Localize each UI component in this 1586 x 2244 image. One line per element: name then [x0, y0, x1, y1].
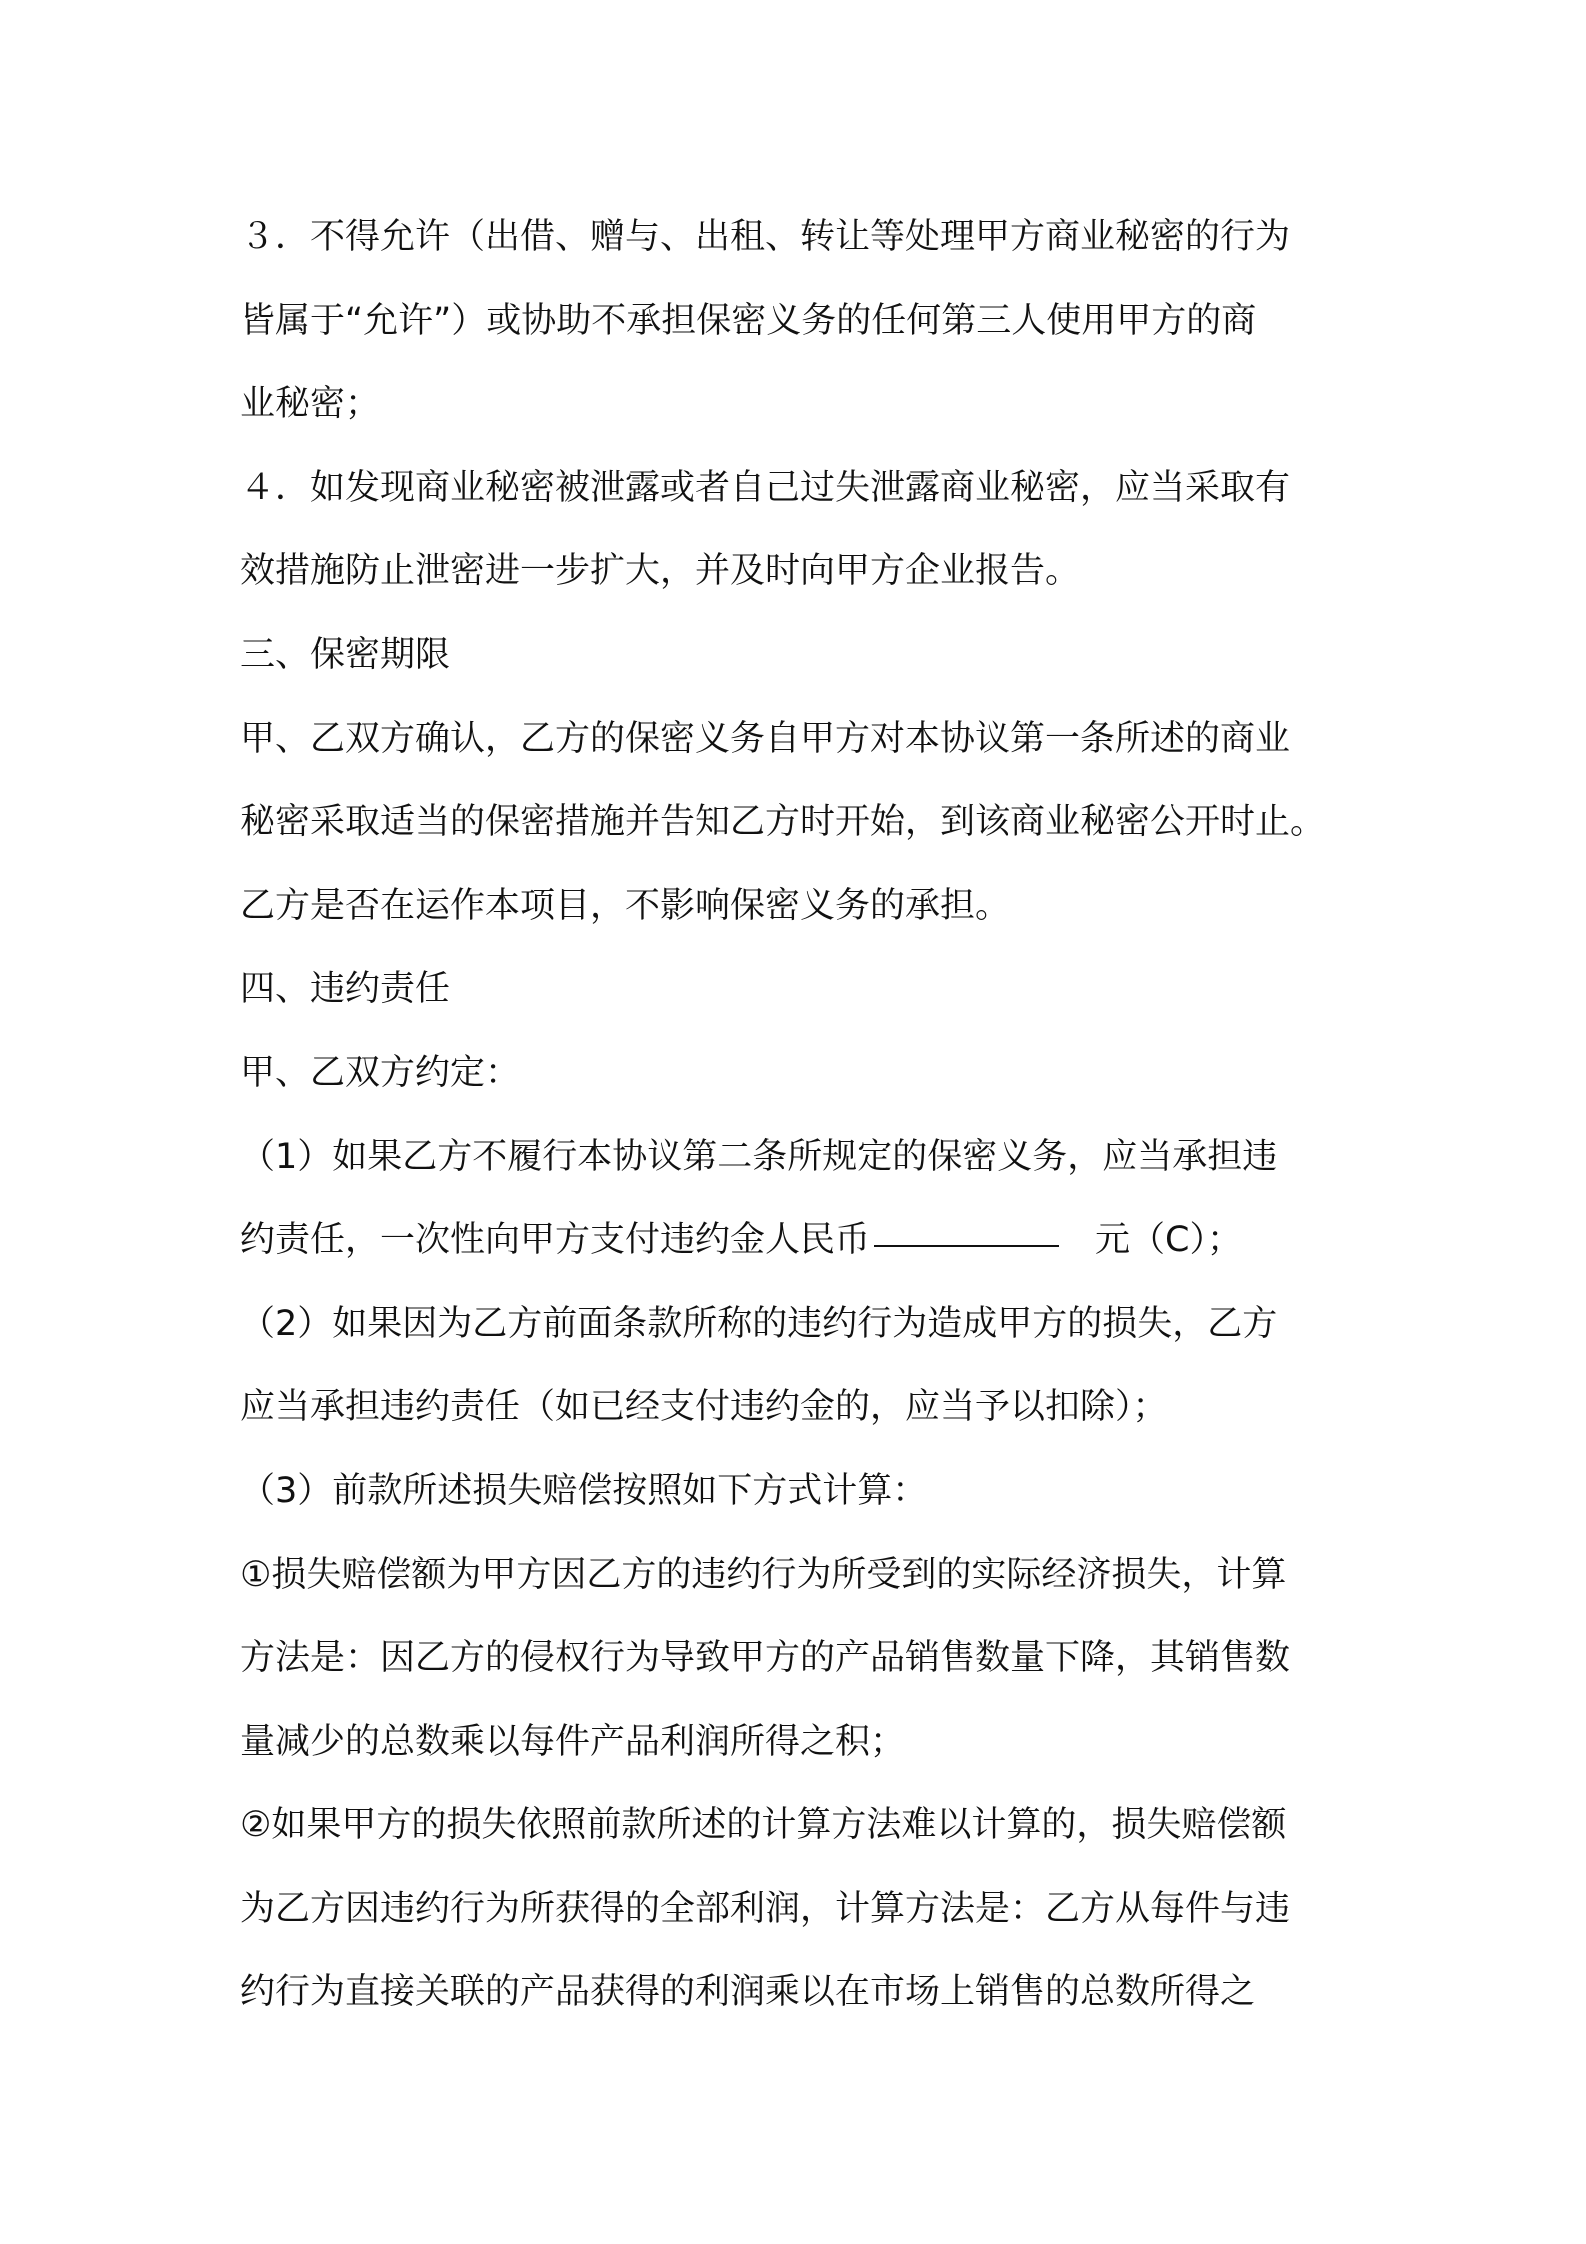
- liability-item-3: （3）前款所述损失赔偿按照如下方式计算：: [240, 1470, 928, 1511]
- clause-3-line-2: 皆属于“允许”）或协助不承担保密义务的任何第三人使用甲方的商: [240, 300, 1257, 341]
- clause-4-line-2: 效措施防止泄密进一步扩大，并及时向甲方企业报告。: [240, 551, 1081, 592]
- period-paragraph-line-1: 甲、乙双方确认，乙方的保密义务自甲方对本协议第一条所述的商业: [240, 718, 1291, 759]
- calc-method-2-line-2: 为乙方因违约行为所获得的全部利润，计算方法是：乙方从每件与违: [240, 1888, 1291, 1929]
- liability-item-1-line-2: [240, 1199, 1375, 1283]
- calc-method-2-line-1: ②如果甲方的损失依照前款所述的计算方法难以计算的，损失赔偿额: [240, 1805, 1287, 1846]
- clause-3-line-1: ３．不得允许（出借、赠与、出租、转让等处理甲方商业秘密的行为: [240, 217, 1291, 257]
- amount-unit: 元（C）；: [1095, 1220, 1242, 1261]
- clause-3-line-3: 业秘密；: [240, 384, 381, 425]
- calc-method-2-line-3: 约行为直接关联的产品获得的利润乘以在市场上销售的总数所得之: [240, 1972, 1256, 2013]
- section-heading-confidentiality-period: 三、保密期限: [240, 634, 451, 675]
- document-body: [240, 196, 1375, 2035]
- calc-method-1-line-3: 量减少的总数乘以每件产品利润所得之积；: [240, 1721, 906, 1762]
- amount-blank: [874, 1245, 1059, 1247]
- liability-item-2-line-1: （2）如果因为乙方前面条款所称的违约行为造成甲方的损失，乙方: [240, 1303, 1278, 1344]
- liability-item-1-text: 约责任，一次性向甲方支付违约金人民币: [240, 1220, 871, 1261]
- liability-item-2-line-2: 应当承担违约责任（如已经支付违约金的，应当予以扣除）；: [240, 1387, 1168, 1428]
- clause-4-line-1: ４．如发现商业秘密被泄露或者自己过失泄露商业秘密，应当采取有: [240, 467, 1291, 508]
- liability-item-1-line-1: （1）如果乙方不履行本协议第二条所规定的保密义务，应当承担违: [240, 1136, 1278, 1177]
- section-heading-liability: 四、违约责任: [240, 969, 451, 1010]
- period-paragraph-line-3: 乙方是否在运作本项目，不影响保密义务的承担。: [240, 885, 1011, 926]
- period-paragraph-line-2: 秘密采取适当的保密措施并告知乙方时开始，到该商业秘密公开时止。: [240, 802, 1326, 843]
- liability-intro: 甲、乙双方约定：: [240, 1052, 521, 1093]
- calc-method-1-line-1: ①损失赔偿额为甲方因乙方的违约行为所受到的实际经济损失，计算: [240, 1554, 1287, 1595]
- calc-method-1-line-2: 方法是：因乙方的侵权行为导致甲方的产品销售数量下降，其销售数: [240, 1638, 1291, 1679]
